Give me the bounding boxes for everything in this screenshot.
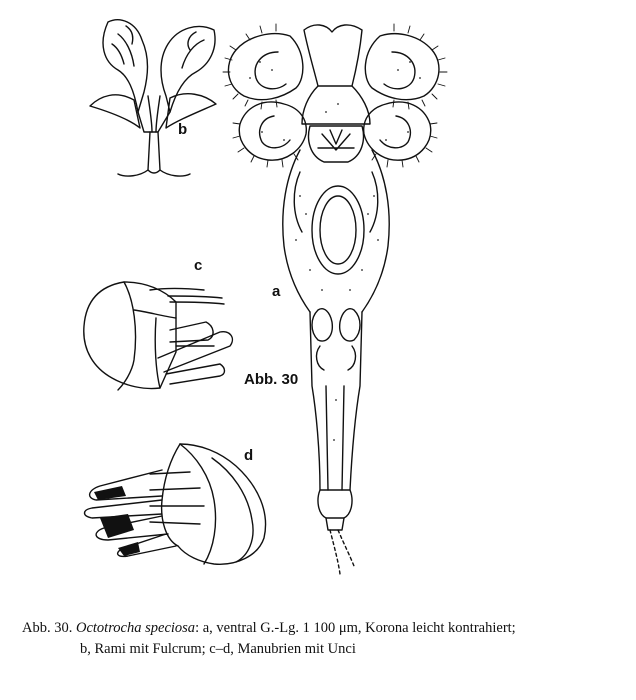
octotrocha-body-drawing — [228, 25, 439, 574]
rami-fulcrum-drawing — [90, 20, 216, 176]
manubrium-c-drawing — [84, 282, 233, 390]
caption-line2: b, Rami mit Fulcrum; c–d, Manubrien mit Unci — [80, 641, 356, 657]
figure-caption — [22, 618, 622, 660]
caption-prefix: Abb. 30. — [22, 620, 73, 636]
caption-species: Octotrocha speciosa — [75, 620, 196, 636]
panel-label-c: c — [194, 257, 203, 274]
figure-number-label: Abb. 30 — [244, 371, 299, 388]
panel-label-b: b — [178, 121, 188, 138]
panel-label-a: a — [272, 283, 281, 300]
manubrium-d-drawing — [85, 444, 266, 564]
panel-label-d: d — [244, 447, 254, 464]
caption-line1: : a, ventral G.-Lg. 1 100 μm, Korona leicht kontrahiert; — [195, 620, 516, 636]
